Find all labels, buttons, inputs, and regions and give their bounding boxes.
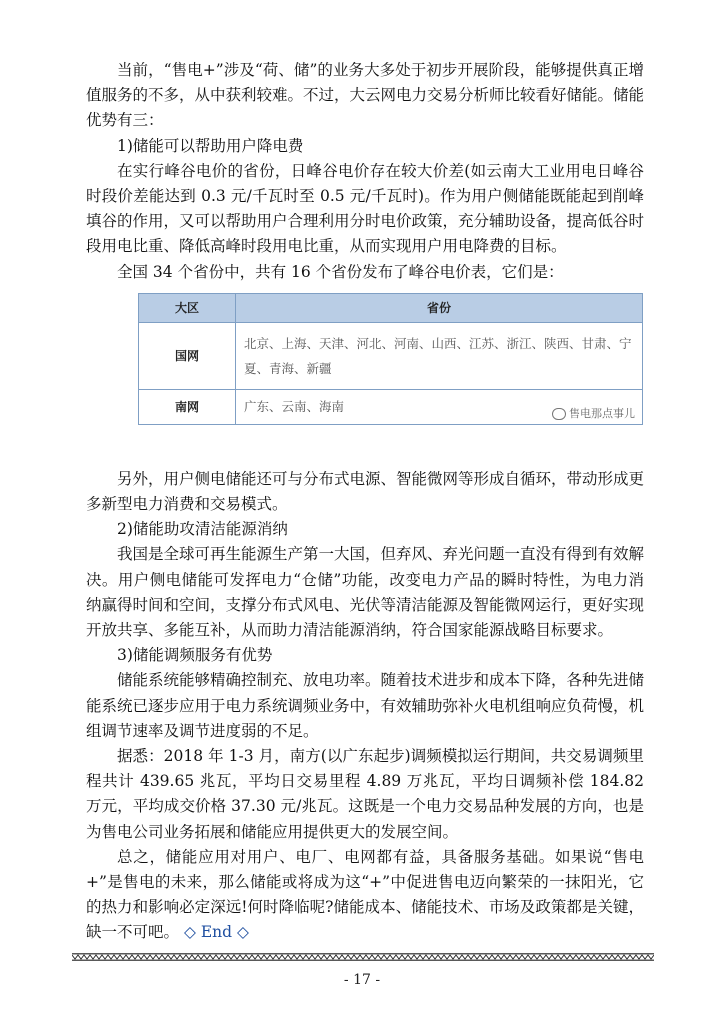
paragraph: 储能系统能够精确控制充、放电功率。随着技术进步和成本下降，各种先进储能系统已逐步应用于电力系统调频业务中，有效辅助弥补火电机组响应负荷慢，机组调节速率及调节进度弱的不足。 <box>86 671 645 740</box>
page-number: - 17 - <box>343 972 381 988</box>
table-cell-region: 国网 <box>139 322 236 389</box>
wechat-icon <box>552 408 566 420</box>
table-cell-provinces: 广东、云南、海南 <box>236 389 643 424</box>
table-header-region: 大区 <box>139 293 236 322</box>
decorative-divider <box>72 953 654 961</box>
paragraph: 在实行峰谷电价的省份，日峰谷电价存在较大价差(如云南大工业用电日峰谷时段价差能达到 0.3 元/千瓦时至 0.5 元/千瓦时)。作为用户侧储能既能起到削峰填谷的作用，又可以帮助用户合理利用分时电价政策，充分辅助设备，提高低谷时段用电比重、降低高峰时段用电比重，从而实现用户用电降费的目标。 <box>86 161 645 256</box>
table-cell-provinces: 北京、上海、天津、河北、河南、山西、江苏、浙江、陕西、甘肃、宁夏、青海、新疆 <box>236 322 643 389</box>
table-header-provinces: 省份 <box>236 293 643 322</box>
paragraph: 据悉：2018 年 1-3 月，南方(以广东起步)调频模拟运行期间，共交易调频里程共计 439.65 兆瓦，平均日交易里程 4.89 万兆瓦，平均日调频补偿 184.82 万元，平均成交价格 37.30 元/兆瓦。这既是一个电力交易品种发展的方向，也是为售电公司业务拓展和储能应用提供更大的发展空间。 <box>86 747 644 841</box>
watermark: 售电那点事儿 <box>552 405 635 421</box>
subheading-2: 2)储能助攻清洁能源消纳 <box>117 520 288 539</box>
table-cell-region: 南网 <box>139 389 236 424</box>
article-body <box>86 58 644 946</box>
paragraph: 全国 34 个省份中，共有 16 个省份发布了峰谷电价表，它们是： <box>117 262 564 281</box>
table-row <box>139 322 643 389</box>
paragraph: 我国是全球可再生能源生产第一大国，但弃风、弃光问题一直没有得到有效解决。用户侧电储能可发挥电力“仓储”功能，改变电力产品的瞬时特性，为电力消纳赢得时间和空间，支撑分布式风电、光伏等清洁能源及智能微网运行，更好实现开放共享、多能互补，从而助力清洁能源消纳，符合国家能源战略目标要求。 <box>86 545 645 640</box>
final-paragraph: 总之，储能应用对用户、电厂、电网都有益，具备服务基础。如果说“售电+”是售电的未来，那么储能或将成为这“+”中促进售电迈向繁荣的一抹阳光，它的热力和影响必定深远!何时降临呢?储能成本、储能技术、市场及政策都是关键，缺一不可吧。 ◇ End ◇ <box>86 847 644 942</box>
paragraph: 另外，用户侧电储能还可与分布式电源、智能微网等形成自循环，带动形成更多新型电力消费和交易模式。 <box>86 469 645 514</box>
paragraph: 当前，“售电+”涉及“荷、储”的业务大多处于初步开展阶段，能够提供真正增值服务的不多，从中获利较难。不过，大云网电力交易分析师比较看好储能。储能优势有三： <box>86 61 645 130</box>
diamond-icon: ◇ <box>183 923 196 942</box>
peak-valley-table <box>138 293 643 425</box>
diamond-icon: ◇ <box>236 923 249 942</box>
end-mark: ◇ End ◇ <box>183 923 249 942</box>
subheading-3: 3)储能调频服务有优势 <box>117 646 273 665</box>
subheading-1: 1)储能可以帮助用户降电费 <box>117 136 304 155</box>
